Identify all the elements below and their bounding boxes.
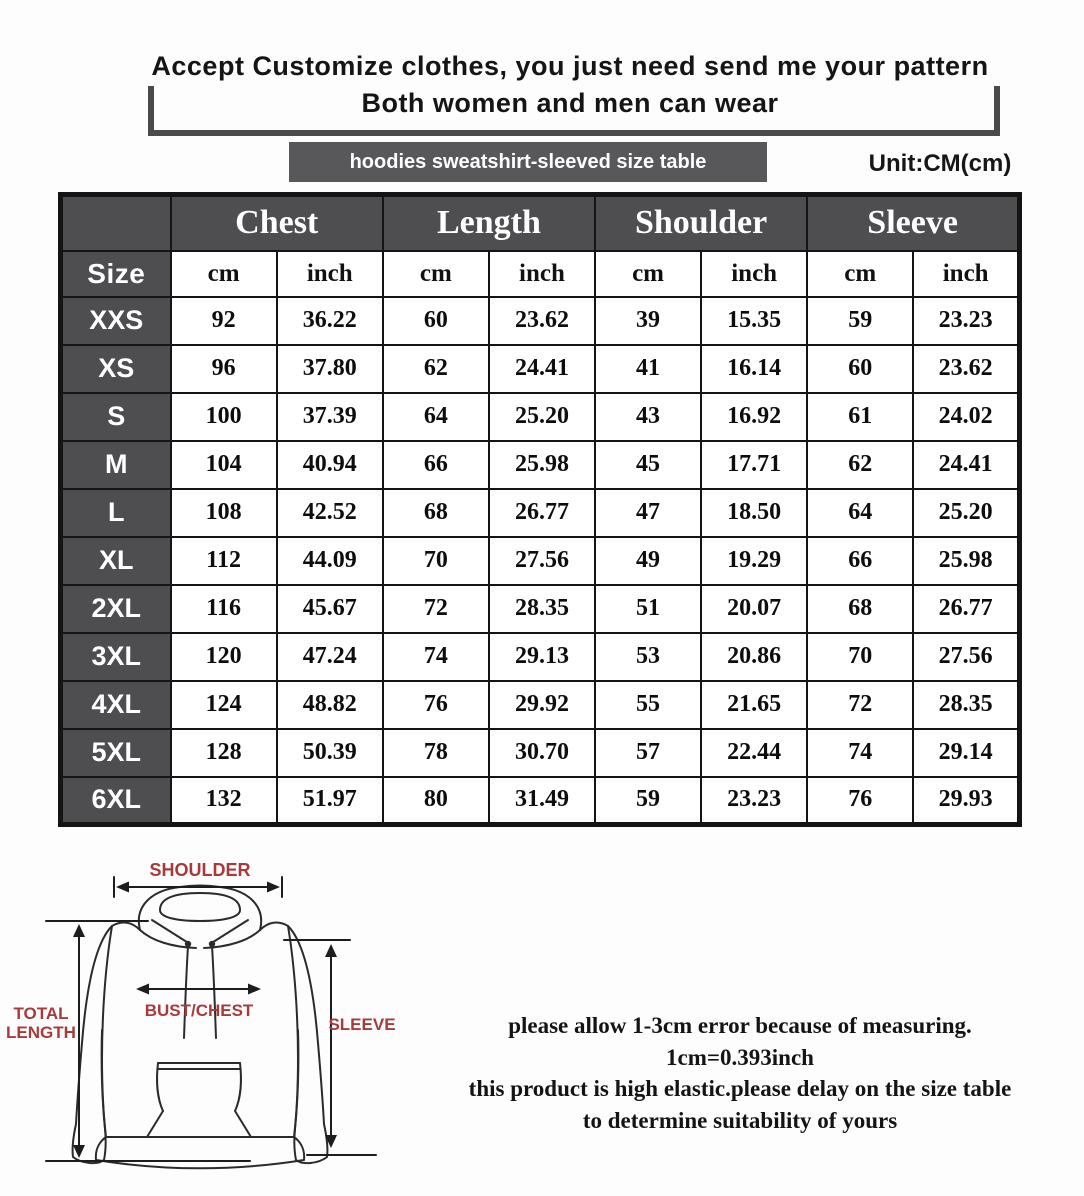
size-label: 4XL [61,681,171,729]
sub-header-cm: cm [171,251,277,297]
cell: 51 [595,585,701,633]
sub-header-cm: cm [807,251,913,297]
note-line-1: please allow 1-3cm error because of measuring. [508,1013,972,1038]
cell: 15.35 [701,297,807,345]
shoulder-label: SHOULDER [149,860,251,880]
group-header-row [61,195,1020,251]
table-row-2xl [61,585,1020,633]
size-label: 2XL [61,585,171,633]
cell: 23.62 [913,345,1019,393]
cell: 74 [383,633,489,681]
cell: 29.93 [913,777,1019,825]
cell: 47 [595,489,701,537]
cell: 23.62 [489,297,595,345]
cell: 92 [171,297,277,345]
size-label: L [61,489,171,537]
cell: 50.39 [277,729,383,777]
cell: 21.65 [701,681,807,729]
cell: 74 [807,729,913,777]
cell: 57 [595,729,701,777]
cell: 22.44 [701,729,807,777]
cell: 26.77 [489,489,595,537]
table-row-l [61,489,1020,537]
cell: 37.39 [277,393,383,441]
cell: 29.14 [913,729,1019,777]
cell: 112 [171,537,277,585]
cell: 72 [383,585,489,633]
cell: 42.52 [277,489,383,537]
size-label: XL [61,537,171,585]
cell: 23.23 [701,777,807,825]
cell: 41 [595,345,701,393]
cell: 116 [171,585,277,633]
banner-line-1: Accept Customize clothes, you just need send me your pattern [151,51,989,81]
sub-header-cm: cm [595,251,701,297]
cell: 39 [595,297,701,345]
size-label: XS [61,345,171,393]
cell: 60 [383,297,489,345]
cell: 55 [595,681,701,729]
table-row-4xl [61,681,1020,729]
cell: 49 [595,537,701,585]
cell: 104 [171,441,277,489]
cell: 51.97 [277,777,383,825]
cell: 17.71 [701,441,807,489]
table-row-6xl [61,777,1020,825]
cell: 66 [807,537,913,585]
table-title-bar: hoodies sweatshirt-sleeved size table [289,142,767,182]
cell: 68 [383,489,489,537]
cell: 78 [383,729,489,777]
cell: 70 [807,633,913,681]
table-row-xl [61,537,1020,585]
group-header-chest: Chest [171,195,383,251]
cell: 29.13 [489,633,595,681]
total-length-label-line1: TOTAL [13,1004,69,1023]
banner-line-2: Both women and men can wear [361,88,779,118]
cell: 53 [595,633,701,681]
bust-chest-label: BUST/CHEST [144,1001,254,1020]
cell: 64 [383,393,489,441]
cell: 36.22 [277,297,383,345]
cell: 45.67 [277,585,383,633]
cell: 62 [383,345,489,393]
size-table [58,192,1022,827]
hoodie-measurement-diagram [0,858,430,1196]
cell: 28.35 [913,681,1019,729]
sub-header-inch: inch [489,251,595,297]
cell: 72 [807,681,913,729]
hoodie-outline [73,886,328,1169]
cell: 23.23 [913,297,1019,345]
cell: 25.20 [913,489,1019,537]
cell: 16.14 [701,345,807,393]
cell: 70 [383,537,489,585]
cell: 59 [807,297,913,345]
cell: 26.77 [913,585,1019,633]
cell: 29.92 [489,681,595,729]
cell: 24.41 [913,441,1019,489]
sub-header-inch: inch [701,251,807,297]
banner-text [120,48,1020,122]
size-label: 3XL [61,633,171,681]
cell: 120 [171,633,277,681]
cell: 20.07 [701,585,807,633]
group-header-sleeve: Sleeve [807,195,1019,251]
cell: 43 [595,393,701,441]
sub-header-cm: cm [383,251,489,297]
cell: 62 [807,441,913,489]
size-label: XXS [61,297,171,345]
cell: 47.24 [277,633,383,681]
cell: 25.98 [913,537,1019,585]
table-row-5xl [61,729,1020,777]
table-row-xxs [61,297,1020,345]
cell: 18.50 [701,489,807,537]
cell: 60 [807,345,913,393]
cell: 24.02 [913,393,1019,441]
cell: 76 [807,777,913,825]
cell: 96 [171,345,277,393]
cell: 59 [595,777,701,825]
cell: 25.98 [489,441,595,489]
cell: 48.82 [277,681,383,729]
cell: 27.56 [913,633,1019,681]
note-line-3: this product is high elastic.please delay on the size table [468,1076,1012,1101]
note-line-4: to determine suitability of yours [582,1107,898,1133]
cell: 68 [807,585,913,633]
sub-header-inch: inch [277,251,383,297]
group-header-length: Length [383,195,595,251]
table-row-3xl [61,633,1020,681]
table-row-m [61,441,1020,489]
size-label: 6XL [61,777,171,825]
size-column-header: Size [61,251,171,297]
cell: 108 [171,489,277,537]
size-label: M [61,441,171,489]
cell: 28.35 [489,585,595,633]
cell: 128 [171,729,277,777]
cell: 20.86 [701,633,807,681]
sleeve-label: SLEEVE [328,1015,396,1034]
cell: 76 [383,681,489,729]
size-label: S [61,393,171,441]
cell: 16.92 [701,393,807,441]
cell: 45 [595,441,701,489]
cell: 31.49 [489,777,595,825]
table-row-s [61,393,1020,441]
cell: 80 [383,777,489,825]
cell: 25.20 [489,393,595,441]
note-line-2: 1cm=0.393inch [666,1044,814,1070]
total-length-label-line2: LENGTH [6,1023,76,1042]
cell: 27.56 [489,537,595,585]
cell: 44.09 [277,537,383,585]
cell: 64 [807,489,913,537]
cell: 132 [171,777,277,825]
cell: 19.29 [701,537,807,585]
notes-block [400,1010,1080,1136]
size-label: 5XL [61,729,171,777]
cell: 124 [171,681,277,729]
sub-header-row [61,251,1020,297]
unit-label: Unit:CM(cm) [868,150,1012,177]
cell: 40.94 [277,441,383,489]
cell: 30.70 [489,729,595,777]
cell: 24.41 [489,345,595,393]
cell: 66 [383,441,489,489]
cell: 100 [171,393,277,441]
cell: 61 [807,393,913,441]
group-header-shoulder: Shoulder [595,195,807,251]
sub-header-inch: inch [913,251,1019,297]
table-row-xs [61,345,1020,393]
cell: 37.80 [277,345,383,393]
corner-cell [61,195,171,251]
